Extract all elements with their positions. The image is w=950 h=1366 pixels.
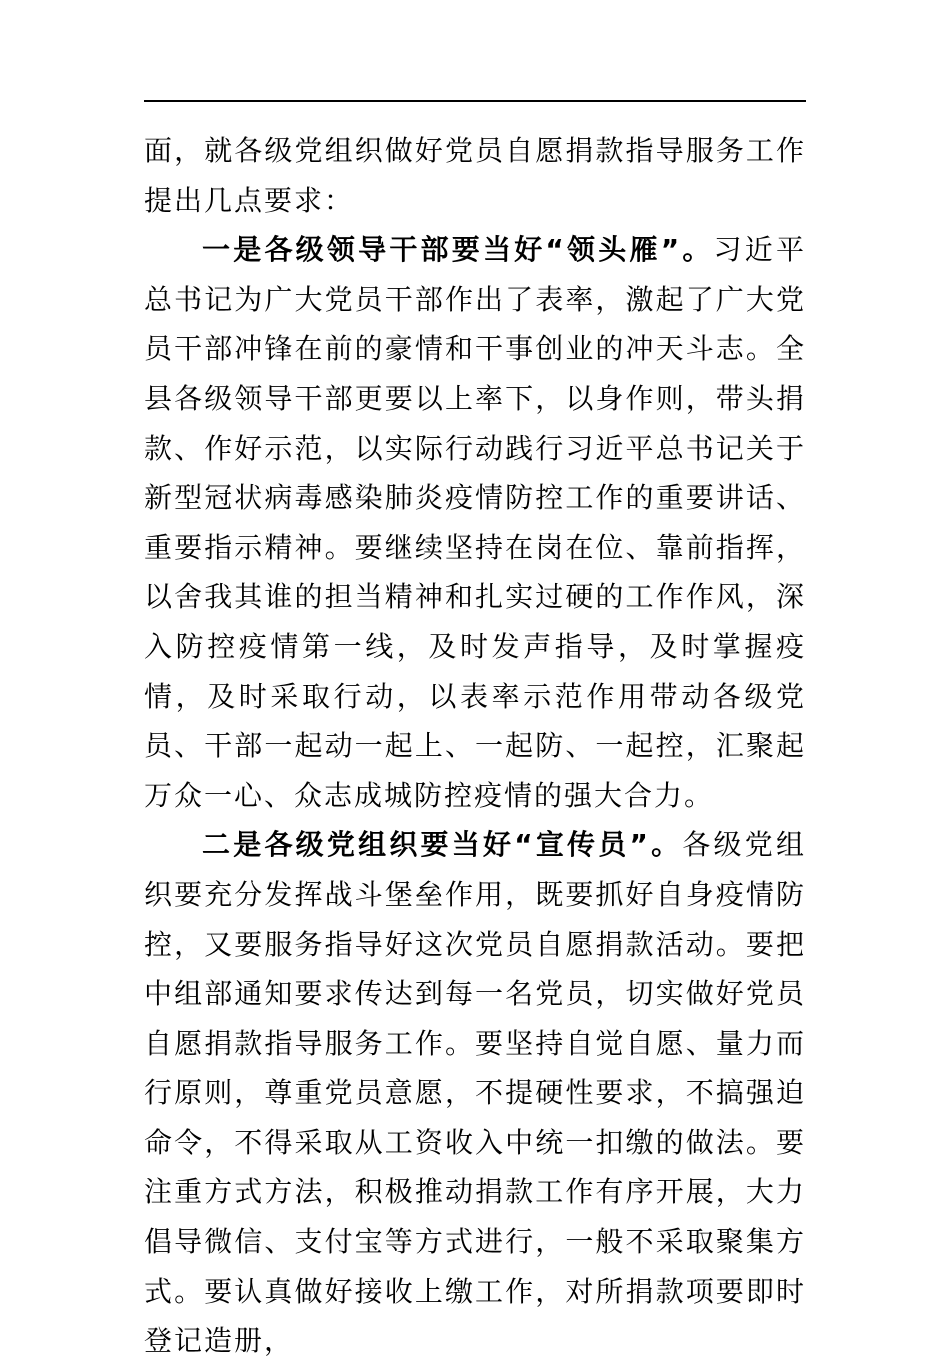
- point-paragraph-1: [144, 225, 806, 820]
- header-rule: [144, 100, 806, 102]
- point-body-1: 习近平总书记为广大党员干部作出了表率，激起了广大党员干部冲锋在前的豪情和干事创业的冲天斗志。全县各级领导干部更要以上率下，以身作则，带头捐款、作好示范，以实际行动践行习近平总书记关于新型冠状病毒感染肺炎疫情防控工作的重要讲话、重要指示精神。要继续坚持在岗在位、靠前指挥，以舍我其谁的担当精神和扎实过硬的工作作风，深入防控疫情第一线，及时发声指导，及时掌握疫情，及时采取行动，以表率示范作用带动各级党员、干部一起动一起上、一起防、一起控，汇聚起万众一心、众志成城防控疫情的强大合力。: [144, 233, 806, 812]
- point-body-2: 各级党组织要充分发挥战斗堡垒作用，既要抓好自身疫情防控，又要服务指导好这次党员自愿捐款活动。要把中组部通知要求传达到每一名党员，切实做好党员自愿捐款指导服务工作。要坚持自觉自愿、量力而行原则，尊重党员意愿，不提硬性要求，不搞强迫命令，不得采取从工资收入中统一扣缴的做法。要注重方式方法，积极推动捐款工作有序开展，大力倡导微信、支付宝等方式进行，一般不采取聚集方式。要认真做好接收上缴工作，对所捐款项要即时登记造册，: [144, 828, 806, 1358]
- point-heading-2: 二是各级党组织要当好“宣传员”。: [202, 828, 683, 862]
- point-paragraph-2: [144, 820, 806, 1366]
- document-body: [144, 126, 806, 1366]
- intro-paragraph: 面，就各级党组织做好党员自愿捐款指导服务工作提出几点要求：: [144, 134, 806, 217]
- point-heading-1: 一是各级领导干部要当好“领头雁”。: [202, 233, 714, 267]
